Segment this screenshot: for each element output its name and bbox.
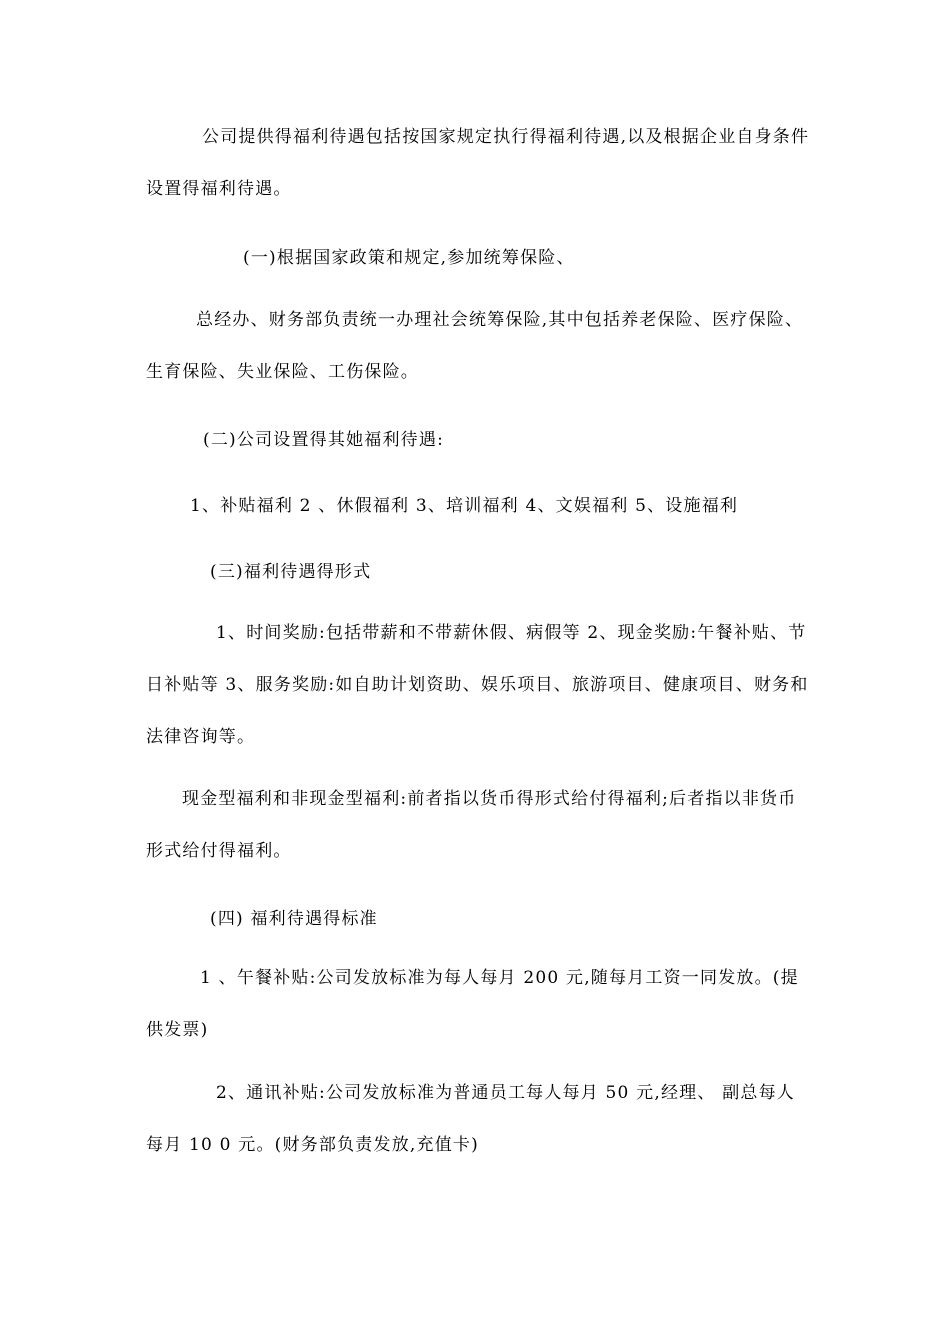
section-heading-4: (四) 福利待遇得标准 xyxy=(210,909,378,929)
paragraph-lunch-subsidy: 1 、午餐补贴:公司发放标准为每人每月 200 元,随每月工资一同发放。(提供发票) xyxy=(146,968,799,1040)
paragraph-forms: 1、时间奖励:包括带薪和不带薪休假、病假等 2、现金奖励:午餐补贴、节日补贴等 3、服务奖励:如自助计划资助、娱乐项目、旅游项目、健康项目、财务和法律咨询等。 xyxy=(146,623,809,747)
paragraph-insurance: 总经办、财务部负责统一办理社会统筹保险,其中包括养老保险、医疗保险、生育保险、失业保险、工伤保险。 xyxy=(146,310,804,382)
section-heading-3: (三)福利待遇得形式 xyxy=(210,562,372,582)
paragraph-cash-noncash: 现金型福利和非现金型福利:前者指以货币得形式给付得福利;后者指以非货币形式给付得福利。 xyxy=(146,789,797,861)
section-heading-1: (一)根据国家政策和规定,参加统筹保险、 xyxy=(243,248,575,268)
paragraph-intro: 公司提供得福利待遇包括按国家规定执行得福利待遇,以及根据企业自身条件设置得福利待遇。 xyxy=(146,127,810,199)
benefit-list: 1、补贴福利 2 、休假福利 3、培训福利 4、文娱福利 5、设施福利 xyxy=(190,496,739,516)
paragraph-communication-subsidy: 2、通讯补贴:公司发放标准为普通员工每人每月 50 元,经理、 副总每人每月 10 0 元。(财务部负责发放,充值卡) xyxy=(146,1083,795,1155)
section-heading-2: (二)公司设置得其她福利待遇: xyxy=(203,430,444,450)
